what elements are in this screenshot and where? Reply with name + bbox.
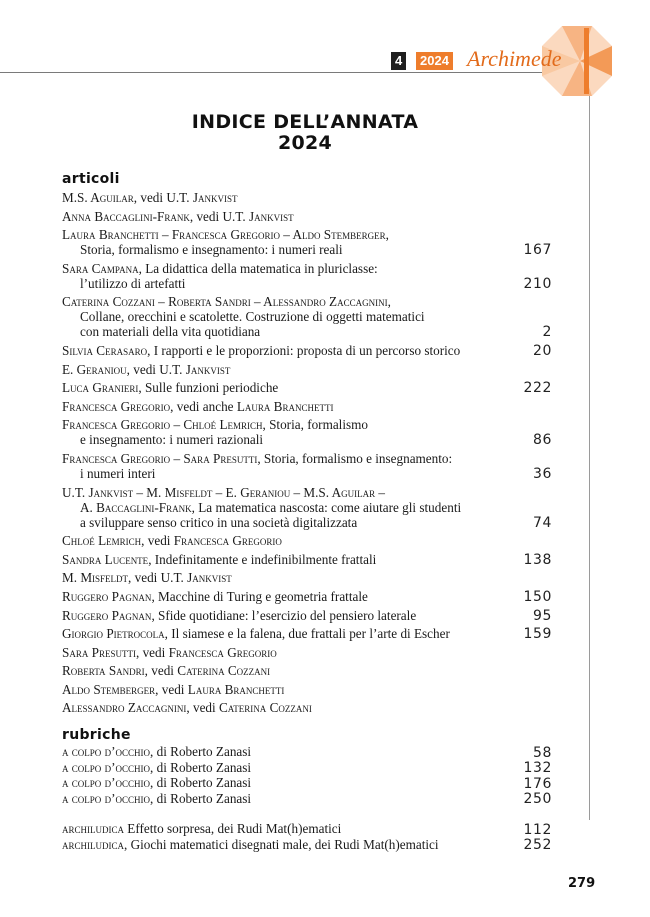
entry-line [62, 276, 510, 291]
index-entry [62, 485, 552, 530]
author-name: Francesca Gregorio [173, 533, 282, 549]
page-reference: 138 [523, 551, 552, 568]
author-name: Francesca Gregorio [168, 644, 277, 660]
title-line-1: INDICE DELL’ANNATA [191, 111, 419, 133]
author-name: M.S. Aguilar [62, 190, 134, 205]
entry-text: l’utilizzo di artefatti [80, 275, 186, 291]
author-name: U.T. Jankvist [159, 361, 231, 377]
entry-text: , vedi [189, 208, 223, 224]
entry-line [62, 485, 510, 500]
page-reference: 86 [532, 432, 552, 449]
rubrica-entry [62, 744, 552, 760]
index-entry [62, 626, 552, 641]
index-entry [62, 663, 552, 678]
author-name: Sandra Lucente [62, 551, 149, 567]
entry-text: con materiali della vita quotidiana [80, 324, 261, 340]
issue-number-badge: 4 [391, 52, 406, 70]
entry-line [62, 294, 510, 309]
author-name: Alessandro Zaccagnini [62, 700, 187, 716]
page-reference: 167 [523, 242, 552, 259]
index-entry [62, 589, 552, 604]
author-name: Ruggero Pagnan [62, 607, 152, 623]
entry-line [62, 608, 510, 623]
page-reference: 132 [523, 760, 552, 777]
entry-line [62, 451, 510, 466]
entry-line [62, 700, 510, 715]
entry-text: , Storia, formalismo [262, 417, 368, 433]
entry-line [62, 663, 510, 678]
entry-line [62, 417, 510, 432]
rubrica-label: a colpo d’occhio [62, 759, 150, 775]
entry-text: Storia, formalismo e insegnamento: i numeri reali [80, 242, 343, 258]
author-name: A. Baccaglini-Frank [80, 499, 192, 515]
entry-text: , vedi [128, 570, 161, 586]
entry-text: , [387, 294, 391, 310]
entry-text: , vedi [141, 533, 174, 549]
title-line-2: 2024 [277, 132, 333, 154]
author-name: U.T. Jankvist [166, 190, 238, 205]
rubrica-entry [62, 821, 552, 837]
index-entry [62, 533, 552, 548]
entry-text: , Sulle funzioni periodiche [138, 380, 279, 396]
articoli-list [62, 190, 552, 719]
entry-line [62, 324, 510, 339]
rubriche-list-archiludica [62, 821, 552, 852]
magazine-title: Archimede [467, 46, 562, 71]
entry-text: Collane, orecchini e scatolette. Costruzione di oggetti matematici [80, 309, 425, 325]
entry-line [62, 500, 510, 515]
entry-line [62, 552, 510, 567]
entry-line [62, 380, 510, 395]
author-name: Laura Branchetti [187, 681, 285, 697]
entry-line [62, 515, 510, 530]
author-name: Roberta Sandri [62, 663, 145, 679]
author-name: Francesca Gregorio [62, 398, 171, 414]
author-name: E. Geraniou [62, 361, 127, 377]
entry-text: , vedi [155, 681, 188, 697]
page-reference: 95 [532, 607, 552, 624]
entry-line [62, 626, 510, 641]
page-reference: 222 [523, 380, 552, 397]
author-name: Caterina Cozzani [219, 700, 312, 716]
author-name: U.T. Jankvist [222, 208, 294, 224]
index-entry [62, 343, 552, 358]
index-entry [62, 294, 552, 339]
page-reference: 252 [523, 837, 552, 854]
entry-line [62, 682, 510, 697]
page-number: 279 [568, 876, 596, 891]
entry-line [62, 261, 510, 276]
author-name: Francesca Gregorio – Chloé Lemrich [62, 417, 263, 433]
index-entry [62, 227, 552, 257]
page-reference: 159 [523, 626, 552, 643]
index-entry [62, 682, 552, 697]
entry-text: , La didattica della matematica in pluriclasse: [138, 260, 378, 276]
author-name: Laura Branchetti [236, 398, 334, 414]
rubrica-label: a colpo d’occhio [62, 790, 150, 806]
index-entry [62, 417, 552, 447]
entry-line [62, 343, 510, 358]
entry-line [62, 309, 510, 324]
index-entry [62, 608, 552, 623]
page-reference: 210 [523, 275, 552, 292]
entry-text: a sviluppare senso critico in una società digitalizzata [80, 514, 358, 530]
entry-text: , vedi [144, 663, 178, 679]
rubrica-text: Effetto sorpresa, dei Rudi Mat(h)ematici [124, 821, 342, 836]
index-entry [62, 552, 552, 567]
entry-line [62, 399, 510, 414]
rubrica-label: archiludica [62, 836, 124, 852]
entry-text: , vedi anche [170, 398, 237, 414]
rubrica-entry [62, 775, 552, 791]
entry-text: i numeri interi [80, 465, 156, 481]
author-name: Anna Baccaglini-Frank [62, 208, 190, 224]
header-rule [0, 72, 590, 73]
page-reference: 36 [532, 465, 552, 482]
entry-line [62, 209, 510, 224]
page-reference: 2 [542, 324, 552, 341]
rubrica-entry [62, 760, 552, 776]
entry-line [62, 466, 510, 481]
index-entry [62, 645, 552, 660]
entry-text: , vedi [135, 644, 169, 660]
page-reference: 176 [523, 775, 552, 792]
index-entry [62, 451, 552, 481]
index-entry [62, 399, 552, 414]
rubrica-label: a colpo d’occhio [62, 744, 150, 759]
entry-text: , Storia, formalismo e insegnamento: [257, 450, 453, 466]
entry-text: , vedi [126, 361, 160, 377]
author-name: Giorgio Pietrocola [62, 626, 165, 642]
index-entry [62, 261, 552, 291]
author-name: U.T. Jankvist – M. Misfeldt – E. Geraniou – M.S. Aguilar – [62, 484, 386, 500]
entry-text: , vedi [186, 700, 219, 716]
author-name: Silvia Cerasaro [62, 342, 148, 358]
page-reference: 20 [532, 342, 552, 359]
author-name: Aldo Stemberger [62, 681, 156, 697]
page-reference: 58 [532, 744, 552, 761]
index-entry [62, 700, 552, 715]
entry-line [62, 533, 510, 548]
section-heading-rubriche: rubriche [62, 727, 131, 743]
year-badge: 2024 [416, 52, 453, 70]
entry-text: , Il siamese e la falena, due frattali per l’arte di Escher [164, 626, 450, 642]
entry-text: , I rapporti e le proporzioni: proposta di un percorso storico [147, 342, 461, 358]
index-entry [62, 209, 552, 224]
page-reference: 112 [523, 821, 552, 838]
author-name: Ruggero Pagnan [62, 588, 152, 604]
index-entry [62, 362, 552, 377]
entry-line [62, 432, 510, 447]
author-name: Caterina Cozzani – Roberta Sandri – Alessandro Zaccagnini [62, 294, 388, 310]
rubrica-entry [62, 837, 552, 853]
author-name: Chloé Lemrich [62, 533, 142, 549]
rubrica-text: , di Roberto Zanasi [150, 744, 252, 759]
author-name: Francesca Gregorio – Sara Presutti [62, 450, 258, 466]
entry-line [62, 242, 510, 257]
rubriche-list-colpo-d-occhio [62, 744, 552, 806]
entry-text: , [385, 227, 389, 243]
rubrica-label: archiludica [62, 821, 124, 836]
index-entry [62, 380, 552, 395]
index-entry [62, 570, 552, 585]
entry-text: , vedi [133, 190, 167, 205]
author-name: Caterina Cozzani [177, 663, 271, 679]
page-reference: 74 [532, 514, 552, 531]
rubrica-label: a colpo d’occhio [62, 775, 150, 791]
rubrica-text: , di Roberto Zanasi [150, 790, 252, 806]
author-name: Luca Granieri [62, 380, 139, 396]
entry-line [62, 570, 510, 585]
rubrica-text: , Giochi matematici disegnati male, dei Rudi Mat(h)ematici [124, 836, 439, 852]
rubrica-text: , di Roberto Zanasi [150, 775, 252, 791]
rubrica-text: , di Roberto Zanasi [150, 759, 252, 775]
author-name: Sara Campana [62, 260, 139, 276]
rubrica-entry [62, 791, 552, 807]
entry-text: , Macchine di Turing e geometria frattale [151, 588, 368, 604]
author-name: U.T. Jankvist [160, 570, 232, 586]
entry-line [62, 227, 510, 242]
author-name: M. Misfeldt [62, 570, 129, 586]
entry-text: , La matematica nascosta: come aiutare gli studenti [191, 499, 462, 515]
index-entry [62, 190, 552, 205]
entry-line [62, 589, 510, 604]
page-title [150, 112, 460, 154]
entry-line [62, 190, 510, 205]
author-name: Sara Presutti [62, 644, 136, 660]
author-name: Laura Branchetti – Francesca Gregorio – Aldo Stemberger [62, 227, 386, 243]
page-reference: 150 [523, 588, 552, 605]
page-reference: 250 [523, 791, 552, 808]
entry-line [62, 362, 510, 377]
entry-text: , Indefinitamente e indefinibilmente frattali [148, 551, 377, 567]
entry-line [62, 645, 510, 660]
margin-rule [589, 30, 590, 820]
entry-text: , Sfide quotidiane: l’esercizio del pensiero laterale [151, 607, 417, 623]
section-heading-articoli: articoli [62, 171, 120, 187]
entry-text: e insegnamento: i numeri razionali [80, 432, 264, 448]
